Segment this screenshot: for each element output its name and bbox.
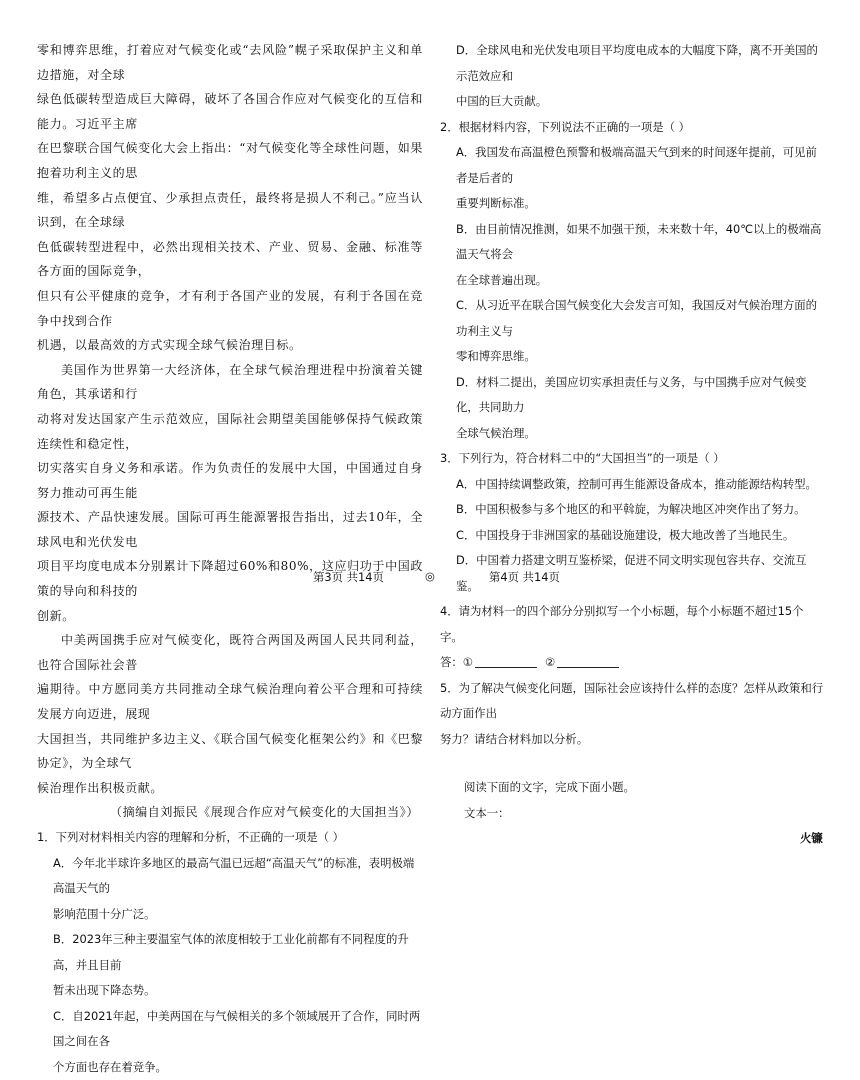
option-b[interactable] [37,927,423,1004]
answer-blank-2[interactable] [557,654,619,668]
text-title [440,826,826,852]
material-passage [37,38,423,825]
text-line: 大国担当，共同维护多边主义、《联合国气候变化框架公约》和《巴黎协定》，为全球气 [37,727,423,776]
option-line: 零和博弈思维。 [440,344,826,370]
option-d[interactable]: D．中国着力搭建文明互鉴桥梁，促进不同文明实现包容共存、交流互鉴。 [440,548,826,599]
option-line: A．我国发布高温橙色预警和极端高温天气到来的时间逐年提前，可见前者是后者的 [440,140,826,191]
option-line: B．由目前情况推测，如果不加强干预，未来数十年，40℃以上的极端高温天气将会 [440,217,826,268]
option-b[interactable] [440,217,826,294]
text-line: 绿色低碳转型造成巨大障碍，破坏了各国合作应对气候变化的互信和能力。习近平主席 [37,87,423,136]
option-line: D．全球风电和光伏发电项目平均度电成本的大幅度下降，离不开美国的示范效应和 [440,38,826,89]
question-2 [440,115,826,447]
text-line: 源技术、产品快速发展。国际可再生能源署报告指出，过去10年，全球风电和光伏发电 [37,505,423,554]
question-1-option-d[interactable] [440,38,826,115]
blank-marker-2: ② [545,655,555,669]
answer-blank-1[interactable] [475,654,537,668]
question-line: 努力？请结合材料加以分析。 [440,727,826,753]
question-1 [37,825,423,1080]
left-column [37,38,423,1080]
question-stem: 2．根据材料内容，下列说法不正确的一项是（ ） [440,115,826,141]
question-stem: 1．下列对材料相关内容的理解和分析，不正确的一项是（ ） [37,825,423,851]
text-line: 但只有公平健康的竞争，才有利于各国产业的发展，有利于各国在竞争中找到合作 [37,284,423,333]
question-line: 5．为了解决气候变化问题，国际社会应该持什么样的态度？怎样从政策和行动方面作出 [440,676,826,727]
option-c[interactable]: C．中国投身于非洲国家的基础设施建设，极大地改善了当地民生。 [440,523,826,549]
question-5 [440,676,826,753]
text-line: 中美两国携手应对气候变化，既符合两国及两国人民共同利益，也符合国际社会普 [37,628,423,677]
spacer [440,752,826,775]
blank-marker-1: ① [463,655,473,669]
question-stem: 4．请为材料一的四个部分分别拟写一个小标题，每个小标题不超过15个字。 [440,599,826,650]
text-line: 项目平均度电成本分别累计下降超过60%和80%，这应归功于中国政策的导向和科技的 [37,554,423,603]
text-line: 遍期待。中方愿同美方共同推动全球气候治理向着公平合理和可持续发展方向迈进，展现 [37,677,423,726]
option-line: D．材料二提出，美国应切实承担责任与义务，与中国携手应对气候变化，共同助力 [440,370,826,421]
text-line: 创新。 [37,604,423,629]
option-c[interactable] [440,293,826,370]
option-line: A．今年北半球许多地区的最高气温已远超“高温天气”的标准，表明极端高温天气的 [37,851,423,902]
option-line: C．自2021年起，中美两国在与气候相关的多个领域展开了合作，同时两国之间在各 [37,1004,423,1055]
source-citation: （摘编自刘振民《展现合作应对气候变化的大国担当》） [37,800,423,825]
text-title-value: 火镰 [440,831,823,845]
option-a[interactable]: A．中国持续调整政策，控制可再生能源设备成本，推动能源结构转型。 [440,472,826,498]
option-line: 重要判断标准。 [440,191,826,217]
paragraph-3 [37,628,423,800]
text-label: 文本一： [440,801,826,827]
option-c[interactable] [37,1004,423,1080]
paragraph-1 [37,38,423,358]
option-line: 在全球普遍出现。 [440,268,826,294]
option-a[interactable] [440,140,826,217]
option-line: 个方面也存在着竞争。 [37,1055,423,1080]
right-column [440,38,826,852]
text-line: 维，希望多占点便宜、少承担点责任，最终将是损人不利己。”应当认识到，在全球绿 [37,186,423,235]
text-line: 色低碳转型进程中，必然出现相关技术、产业、贸易、金融、标准等各方面的国际竞争， [37,235,423,284]
center-mark-icon: ◎ [425,569,435,583]
option-line: 全球气候治理。 [440,421,826,447]
option-line: C．从习近平在联合国气候变化大会发言可知，我国反对气候治理方面的功利主义与 [440,293,826,344]
text-line: 零和博弈思维，打着应对气候变化或“去风险”幌子采取保护主义和单边措施，对全球 [37,38,423,87]
reading-intro: 阅读下面的文字，完成下面小题。 [440,775,826,801]
question-stem: 3．下列行为，符合材料二中的“大国担当”的一项是（ ） [440,446,826,472]
text-line: 美国作为世界第一大经济体，在全球气候治理进程中扮演着关键角色，其承诺和行 [37,358,423,407]
option-line: 中国的巨大贡献。 [440,89,826,115]
question-4 [440,599,826,676]
page-footer [0,569,860,589]
text-line: 切实落实自身义务和承诺。作为负责任的发展中大国，中国通过自身努力推动可再生能 [37,456,423,505]
option-line: 暂未出现下降态势。 [37,978,423,1004]
option-line: B．2023年三种主要温室气体的浓度相较于工业化前都有不同程度的升高，并且目前 [37,927,423,978]
left-page-number: 第3页 共14页 [313,569,384,585]
answer-label: 答： [440,655,463,669]
option-d[interactable] [440,370,826,447]
option-a[interactable] [37,851,423,928]
option-b[interactable]: B．中国积极参与多个地区的和平斡旋，为解决地区冲突作出了努力。 [440,497,826,523]
right-page-number: 第4页 共14页 [489,569,560,585]
text-line: 在巴黎联合国气候变化大会上指出：“对气候变化等全球性问题，如果抱着功利主义的思 [37,136,423,185]
answer-row [440,650,826,676]
option-line: 影响范围十分广泛。 [37,902,423,928]
text-line: 候治理作出积极贡献。 [37,776,423,801]
text-line: 动将对发达国家产生示范效应，国际社会期望美国能够保持气候政策连续性和稳定性， [37,407,423,456]
text-line: 机遇，以最高效的方式实现全球气候治理目标。 [37,333,423,358]
